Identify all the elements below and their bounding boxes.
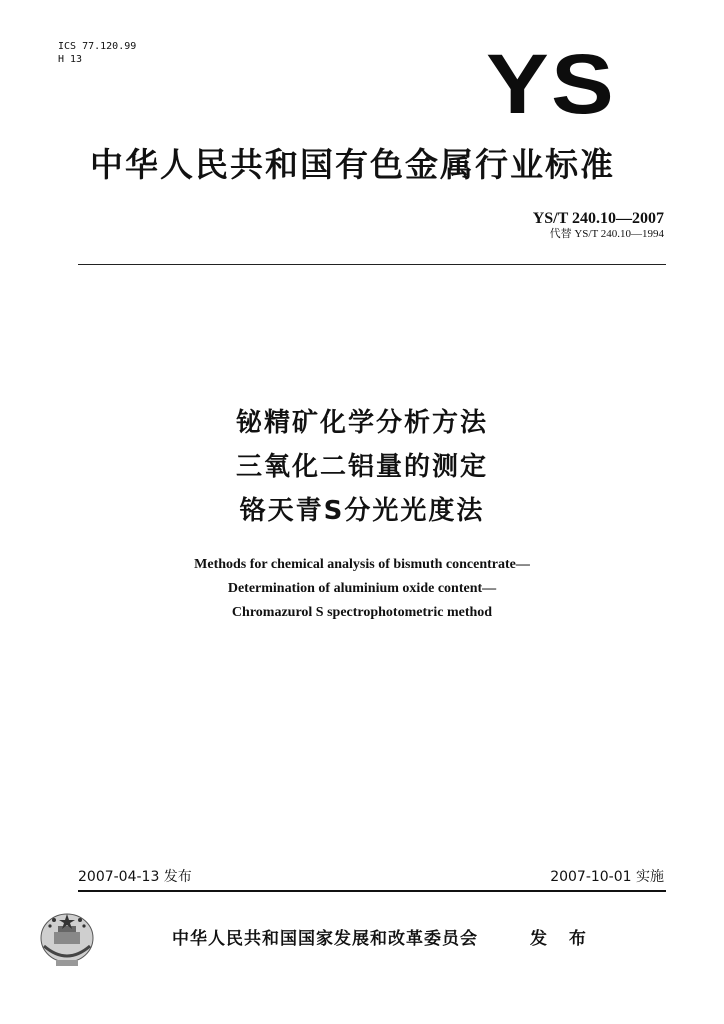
issuing-authority: 中华人民共和国国家发展和改革委员会	[172, 929, 478, 949]
english-title-line-1: Methods for chemical analysis of bismuth concentrate—	[194, 557, 530, 572]
footer-divider	[78, 890, 666, 892]
ccs-code: H 13	[58, 54, 83, 65]
ics-code: ICS 77.120.99	[58, 41, 137, 52]
english-title-line-2: Determination of aluminium oxide content—	[227, 581, 497, 596]
national-emblem-icon	[34, 908, 100, 972]
standard-code: YS/T 240.10—2007	[532, 210, 664, 227]
classification-codes	[58, 40, 136, 66]
ys-logo: YS	[486, 37, 616, 131]
chinese-title-line-3: 铬天青S分光光度法	[239, 496, 485, 526]
chinese-title-line-2: 三氧化二铝量的测定	[235, 452, 488, 482]
issue-date: 2007-04-13 发布	[78, 869, 192, 885]
replaces-standard: 代替 YS/T 240.10—1994	[549, 228, 664, 240]
publish-label: 发 布	[530, 929, 594, 949]
chinese-title-line-1: 铋精矿化学分析方法	[235, 408, 488, 438]
header-divider	[78, 264, 666, 265]
english-title-line-3: Chromazurol S spectrophotometric method	[231, 605, 493, 620]
implementation-date: 2007-10-01 实施	[550, 869, 664, 885]
standard-category-title: 中华人民共和国有色金属行业标准	[90, 145, 615, 184]
